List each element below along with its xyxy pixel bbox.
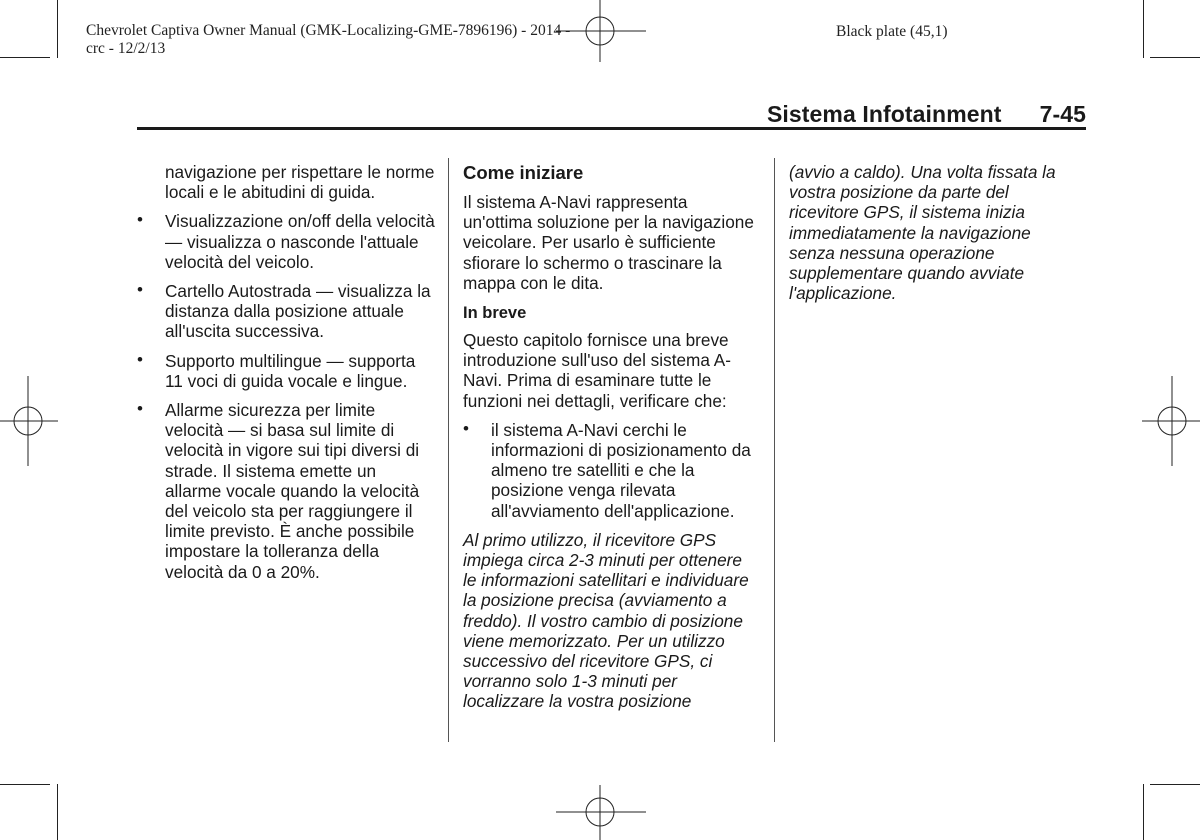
paragraph: Questo capitolo fornisce una breve introduzione sull'uso del sistema A-Navi. Prima di esaminare tutte le funzioni nei dettagli, verificare che:: [463, 330, 731, 411]
trim-mark: [1150, 57, 1200, 58]
paragraph: Il sistema A-Navi rappresenta un'ottima soluzione per la navigazione veicolare. Per usarlo è sufficiente sfiorare lo schermo o trascinare la mappa con le dita.: [463, 192, 754, 293]
bullet-glyph: •: [463, 418, 469, 438]
list-item-text: Cartello Autostrada — visualizza la distanza dalla posizione attuale all'uscita successiva.: [165, 281, 431, 342]
running-head: [767, 101, 1086, 128]
list-item-text: Visualizzazione on/off della velocità — visualizza o nasconde l'attuale velocità del veicolo.: [165, 211, 435, 272]
list-item: [137, 351, 437, 391]
column-2: [463, 162, 757, 712]
registration-mark-right: [1142, 376, 1200, 466]
list-item-text: Supporto multilingue — supporta 11 voci di guida vocale e lingue.: [165, 350, 416, 391]
registration-mark-top: [556, 0, 646, 62]
intro-paragraph: navigazione per rispettare le norme locali e le abitudini di guida.: [165, 162, 435, 203]
list-item: [463, 420, 757, 521]
list-item-text: il sistema A-Navi cerchi le informazioni di posizionamento da almeno tre satelliti e che la posizione venga rilevata all'avviamento dell'applicazione.: [491, 419, 751, 521]
trim-mark: [57, 0, 58, 58]
bullet-glyph: •: [137, 399, 143, 419]
column-divider: [448, 158, 449, 742]
trim-mark: [1143, 0, 1144, 58]
italic-note-continued: (avvio a caldo). Una volta fissata la vostra posizione da parte del ricevitore GPS, il sistema inizia immediatamente la navigazione senza nessuna operazione supplementare quando avviate l'applicazione.: [789, 162, 1056, 304]
bullet-glyph: •: [137, 280, 143, 300]
bullet-glyph: •: [137, 349, 143, 369]
column-1: [137, 162, 437, 582]
page-number: 7-45: [1039, 101, 1086, 127]
plate-label: Black plate (45,1): [836, 23, 948, 40]
print-job-line2: crc - 12/2/13: [86, 40, 166, 57]
trim-mark: [0, 57, 50, 58]
list-item: [137, 211, 437, 272]
trim-mark: [1150, 784, 1200, 785]
header-rule: [137, 127, 1086, 130]
trim-mark: [0, 784, 50, 785]
registration-mark-bottom: [556, 785, 646, 840]
italic-note: Al primo utilizzo, il ricevitore GPS impiega circa 2-3 minuti per ottenere le informazioni satellitari e individuare la posizione precisa (avviamento a freddo). Il vostro cambio di posizione viene memorizzato. Per un utilizzo successivo del ricevitore GPS, ci vorranno solo 1-3 minuti per localizzare la vostra posizione: [463, 529, 749, 712]
section-title: Sistema Infotainment: [766, 101, 1002, 127]
column-divider: [774, 158, 775, 742]
print-job-line1: Chevrolet Captiva Owner Manual (GMK-Localizing-GME-7896196) - 2014 -: [86, 22, 571, 39]
bullet-glyph: •: [137, 210, 143, 230]
trim-mark: [57, 784, 58, 840]
column-3: [789, 162, 1081, 303]
print-job-info: [86, 22, 570, 58]
registration-mark-left: [0, 376, 58, 466]
section-heading: Come iniziare: [463, 162, 584, 183]
list-item: [137, 400, 437, 582]
trim-mark: [1143, 784, 1144, 840]
list-item: [137, 281, 437, 342]
subsection-heading: In breve: [463, 304, 527, 323]
list-item-text: Allarme sicurezza per limite velocità — si basa sul limite di velocità in vigore sui tipi diversi di strade. Il sistema emette un allarme vocale quando la velocità del veicolo sta per raggiungere il limite previsto. È anche possibile impostare la tolleranza della velocità da 0 a 20%.: [165, 400, 420, 582]
